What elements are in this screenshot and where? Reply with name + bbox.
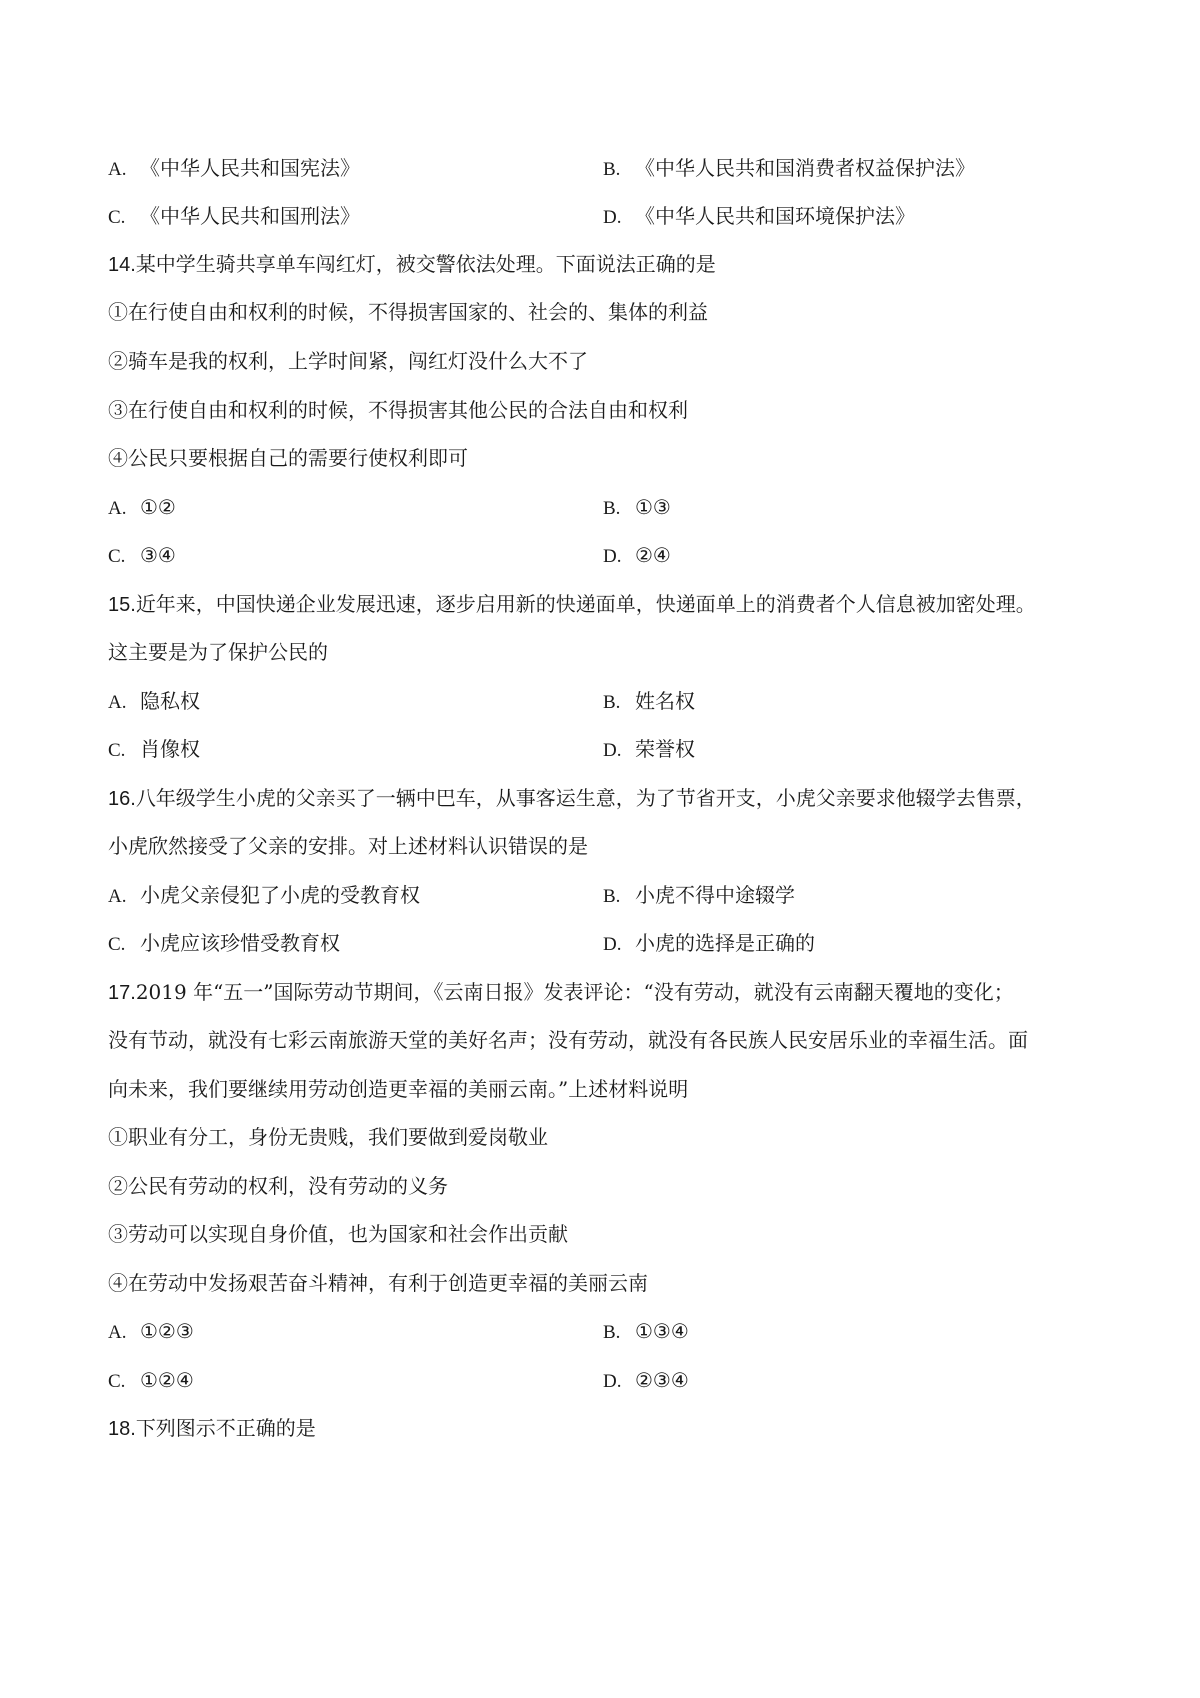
q17-statement-1: ①职业有分工，身份无贵贱，我们要做到爱岗敬业 [108,1125,548,1149]
option-text: 《中华人民共和国刑法》 [140,204,360,228]
q17-option-c [108,1366,194,1396]
question-number: 16. [108,788,136,810]
option-letter: B. [603,159,621,180]
q14-statement-3: ③在行使自由和权利的时候，不得损害其他公民的合法自由和权利 [108,398,688,422]
q13-option-c [108,202,360,232]
option-text: ①③ [635,495,671,519]
option-letter: D. [603,546,622,567]
q14-option-a [108,493,176,523]
option-text: ①② [140,495,176,519]
option-text: 隐私权 [140,689,200,713]
q16-option-c [108,929,340,959]
q16-option-a [108,881,420,911]
q17-option-a [108,1317,194,1347]
q15-option-d [603,735,695,765]
option-text: 《中华人民共和国消费者权益保护法》 [635,156,975,180]
option-letter: B. [603,692,621,713]
q16-stem-line-2: 小虎欣然接受了父亲的安排。对上述材料认识错误的是 [108,834,588,858]
option-text: ①②③ [140,1319,194,1343]
q17-stem-line-1 [108,978,1014,1007]
option-text: 姓名权 [635,689,695,713]
option-text: ②④ [635,543,671,567]
q13-option-b [603,154,975,184]
option-letter: D. [603,207,622,228]
question-number: 15. [108,594,136,616]
question-number: 14. [108,254,136,276]
option-text: 肖像权 [140,737,200,761]
option-letter: B. [603,498,621,519]
question-text: 下列图示不正确的是 [135,1416,316,1440]
question-number: 18. [108,1418,136,1440]
question-number: 17. [108,982,136,1004]
question-text: 近年来，中国快递企业发展迅速，逐步启用新的快递面单，快递面单上的消费者个人信息被加密处理。 [135,592,1036,616]
option-letter: A. [108,159,127,180]
q15-option-a [108,687,200,717]
q15-option-b [603,687,695,717]
question-text: 某中学生骑共享单车闯红灯，被交警依法处理。下面说法正确的是 [135,252,716,276]
option-text: ③④ [140,543,176,567]
q16-option-d [603,929,815,959]
option-letter: A. [108,886,127,907]
q14-option-b [603,493,671,523]
q17-statement-4: ④在劳动中发扬艰苦奋斗精神，有利于创造更幸福的美丽云南 [108,1271,648,1295]
option-text: 小虎父亲侵犯了小虎的受教育权 [140,883,420,907]
option-text: 荣誉权 [635,737,695,761]
option-letter: B. [603,1322,621,1343]
option-letter: D. [603,934,622,955]
option-text: 《中华人民共和国环境保护法》 [635,204,915,228]
option-letter: C. [108,207,126,228]
option-text: ①②④ [140,1368,194,1392]
q14-option-c [108,541,176,571]
option-text: 小虎应该珍惜受教育权 [140,931,340,955]
question-text: 八年级学生小虎的父亲买了一辆中巴车，从事客运生意，为了节省开支，小虎父亲要求他辍学去售票， [135,786,1036,810]
q17-statement-2: ②公民有劳动的权利，没有劳动的义务 [108,1174,448,1198]
q15-stem-line-2: 这主要是为了保护公民的 [108,640,328,664]
q14-stem [108,250,716,279]
option-letter: B. [603,886,621,907]
option-letter: C. [108,546,126,567]
option-letter: C. [108,1371,126,1392]
q17-option-d [603,1366,689,1396]
q15-stem-line-1 [108,590,1036,619]
q14-statement-1: ①在行使自由和权利的时候，不得损害国家的、社会的、集体的利益 [108,300,708,324]
option-text: 小虎不得中途辍学 [635,883,795,907]
option-letter: A. [108,692,127,713]
q14-statement-4: ④公民只要根据自己的需要行使权利即可 [108,446,468,470]
q16-option-b [603,881,795,911]
option-letter: D. [603,740,622,761]
question-text: 2019 年“五一”国际劳动节期间，《云南日报》发表评论：“没有劳动，就没有云南翻天覆地的变化； [135,980,1014,1004]
option-text: 小虎的选择是正确的 [635,931,815,955]
q17-option-b [603,1317,689,1347]
q13-option-d [603,202,915,232]
option-letter: C. [108,934,126,955]
q15-option-c [108,735,200,765]
option-letter: D. [603,1371,622,1392]
q16-stem-line-1 [108,784,1036,813]
q17-stem-line-3: 向未来，我们要继续用劳动创造更幸福的美丽云南。”上述材料说明 [108,1077,689,1101]
option-text: 《中华人民共和国宪法》 [140,156,360,180]
option-letter: A. [108,1322,127,1343]
q14-option-d [603,541,671,571]
option-text: ①③④ [635,1319,689,1343]
option-letter: A. [108,498,127,519]
option-letter: C. [108,740,126,761]
q13-option-a [108,154,360,184]
q17-statement-3: ③劳动可以实现自身价值，也为国家和社会作出贡献 [108,1222,568,1246]
q17-stem-line-2: 没有节动，就没有七彩云南旅游天堂的美好名声；没有劳动，就没有各民族人民安居乐业的幸福生活。面 [108,1028,1028,1052]
option-text: ②③④ [635,1368,689,1392]
q14-statement-2: ②骑车是我的权利，上学时间紧，闯红灯没什么大不了 [108,349,588,373]
q18-stem [108,1414,316,1443]
